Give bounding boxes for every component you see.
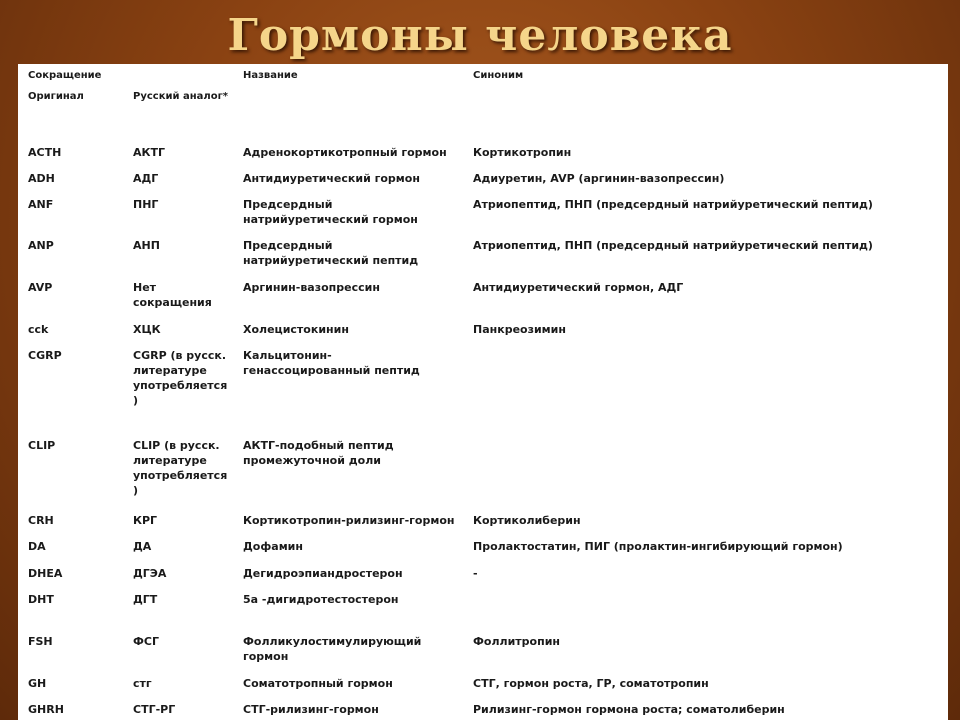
cell-original: ANP (28, 239, 54, 252)
table-row (18, 513, 948, 539)
cell-synonym: Кортикотропин (473, 146, 572, 159)
cell-synonym: СТГ, гормон роста, ГР, соматотропин (473, 677, 709, 690)
cell-name: Адренокортикотропный гормон (243, 146, 447, 159)
header-russian-analog: Русский аналог* (133, 91, 229, 102)
cell-original: DHT (28, 593, 54, 606)
hormone-table-panel (18, 64, 948, 720)
cell-name: СТГ-рилизинг-гормон (243, 703, 379, 716)
cell-synonym: Кортиколиберин (473, 514, 581, 527)
table-row (18, 634, 948, 676)
cell-synonym: Антидиуретический гормон, АДГ (473, 281, 684, 294)
cell-russian-analog: CLIP (в русск. литературе употребляется ) (133, 439, 228, 497)
header-row-2 (18, 90, 948, 145)
cell-original: CGRP (28, 349, 62, 362)
table-row (18, 702, 948, 720)
cell-name: Холецистокинин (243, 323, 349, 336)
cell-russian-analog: стг (133, 677, 152, 690)
header-empty (463, 90, 948, 145)
cell-original: GH (28, 677, 47, 690)
header-row-1 (18, 64, 948, 90)
cell-synonym (463, 348, 948, 438)
cell-russian-analog: Нет сокращения (133, 281, 212, 309)
cell-original: DA (28, 540, 46, 553)
cell-russian-analog: CGRP (в русск. литературе употребляется ) (133, 349, 228, 407)
table-row (18, 539, 948, 566)
cell-original: FSH (28, 635, 53, 648)
cell-name: Аргинин-вазопрессин (243, 281, 380, 294)
cell-russian-analog: АДГ (133, 172, 159, 185)
cell-synonym: - (473, 567, 478, 580)
header-original: Оригинал (28, 91, 84, 102)
cell-original: CRH (28, 514, 54, 527)
cell-russian-analog: АНП (133, 239, 160, 252)
cell-russian-analog: КРГ (133, 514, 158, 527)
hormone-table (18, 64, 948, 720)
cell-synonym: Рилизинг-гормон гормона роста; соматолиберин (473, 703, 785, 716)
cell-russian-analog: ХЦК (133, 323, 161, 336)
cell-synonym: Атриопептид, ПНП (предсердный натрийуретический пептид) (473, 239, 873, 252)
table-row (18, 145, 948, 171)
cell-original: CLIP (28, 439, 56, 452)
cell-name: Кальцитонин-генассоцированный пептид (243, 349, 420, 377)
cell-synonym: Адиуретин, AVP (аргинин-вазопрессин) (473, 172, 725, 185)
cell-synonym (463, 438, 948, 513)
slide-title: Гормоны человека (227, 10, 733, 61)
cell-original: DHEA (28, 567, 63, 580)
table-row (18, 566, 948, 592)
cell-name: Предсердный натрийуретический пептид (243, 239, 419, 267)
cell-synonym: Атриопептид, ПНП (предсердный натрийуретический пептид) (473, 198, 873, 211)
cell-name: Дегидроэпиандростерон (243, 567, 403, 580)
cell-original: ANF (28, 198, 54, 211)
cell-original: ADH (28, 172, 55, 185)
cell-russian-analog: ФСГ (133, 635, 159, 648)
cell-synonym: Фоллитропин (473, 635, 561, 648)
header-name: Название (243, 70, 298, 81)
table-row (18, 348, 948, 438)
cell-russian-analog: АКТГ (133, 146, 166, 159)
table-row (18, 322, 948, 348)
cell-russian-analog: ДГТ (133, 593, 158, 606)
cell-name: АКТГ-подобный пептид промежуточной доли (243, 439, 394, 467)
table-row (18, 238, 948, 280)
table-row (18, 438, 948, 513)
cell-synonym (463, 592, 948, 634)
header-abbreviation: Сокращение (28, 70, 102, 81)
cell-synonym: Пролактостатин, ПИГ (пролактин-ингибирующий гормон) (473, 540, 843, 553)
cell-russian-analog: ДГЭА (133, 567, 167, 580)
cell-russian-analog: СТГ-РГ (133, 703, 176, 716)
table-row (18, 280, 948, 322)
header-empty (233, 90, 463, 145)
cell-name: 5а -дигидротестостерон (243, 593, 399, 606)
table-row (18, 171, 948, 197)
cell-name: Кортикотропин-рилизинг-гормон (243, 514, 455, 527)
cell-name: Предсердный натрийуретический гормон (243, 198, 418, 226)
table-row (18, 197, 948, 238)
cell-synonym: Панкреозимин (473, 323, 566, 336)
header-synonym: Синоним (473, 70, 524, 81)
cell-name: Антидиуретический гормон (243, 172, 420, 185)
cell-original: ACTH (28, 146, 62, 159)
cell-russian-analog: ДА (133, 540, 152, 553)
cell-name: Фолликулостимулирующий гормон (243, 635, 422, 663)
cell-original: cck (28, 323, 49, 336)
cell-name: Дофамин (243, 540, 303, 553)
table-row (18, 592, 948, 634)
cell-original: AVP (28, 281, 53, 294)
table-row (18, 676, 948, 702)
cell-name: Соматотропный гормон (243, 677, 393, 690)
cell-russian-analog: ПНГ (133, 198, 159, 211)
cell-original: GHRH (28, 703, 64, 716)
